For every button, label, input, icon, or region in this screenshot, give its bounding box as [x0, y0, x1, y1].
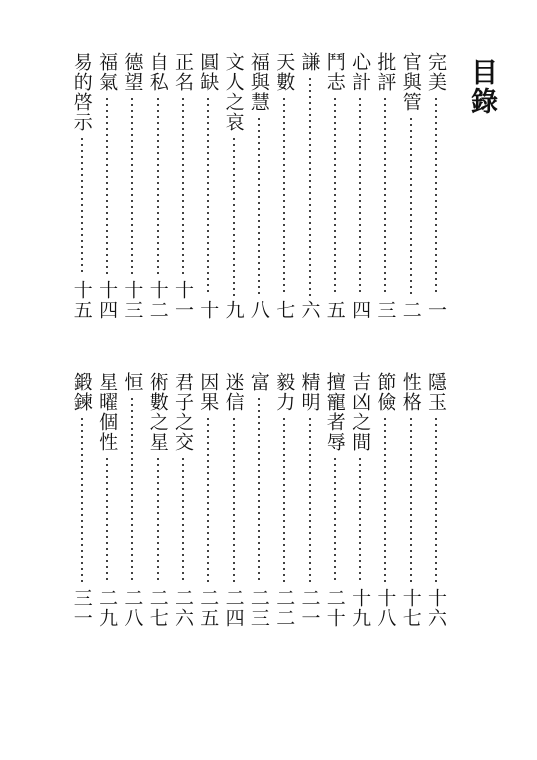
dot-leader: [182, 456, 184, 584]
toc-entry: [348, 372, 372, 628]
toc-entry-title: 易的啓示: [70, 52, 93, 132]
toc-entry-page-number: 十一: [172, 280, 194, 320]
toc-entry-page-number: 九: [222, 300, 245, 320]
toc-entry-page-number: 十四: [96, 280, 119, 320]
toc-entry: [399, 52, 423, 320]
toc-entry-title: 謙: [298, 52, 321, 72]
dot-leader: [283, 96, 285, 296]
dot-leader: [258, 116, 260, 296]
toc-entry-page-number: 三: [374, 300, 397, 320]
toc-entry: [424, 52, 448, 320]
toc-entry: [120, 52, 144, 320]
dot-leader: [283, 416, 285, 584]
toc-entry: [95, 372, 119, 628]
dot-leader: [207, 96, 209, 296]
dot-leader: [309, 76, 311, 296]
toc-entry-title: 恒: [121, 372, 144, 392]
toc-entry-title: 因果: [197, 372, 220, 412]
toc-entry-title: 節儉: [374, 372, 397, 412]
dot-leader: [410, 116, 412, 296]
toc-entry-title: 文人之哀: [222, 52, 245, 132]
dot-leader: [81, 416, 83, 584]
toc-entry-title: 擅寵者辱: [323, 372, 346, 452]
toc-entry-title: 圓缺: [197, 52, 220, 92]
toc-entry: [323, 372, 347, 628]
dot-leader: [131, 96, 133, 276]
dot-leader: [384, 96, 386, 296]
toc-entry: [373, 52, 397, 320]
toc-entry-page-number: 二七: [146, 588, 169, 628]
toc-entry: [272, 52, 296, 320]
toc-entry-title: 精明: [298, 372, 321, 412]
toc-entry: [95, 52, 119, 320]
page-title: 目錄: [466, 58, 497, 116]
dot-leader: [435, 96, 437, 296]
toc-entry: [120, 372, 144, 628]
toc-entry-title: 吉凶之間: [349, 372, 372, 452]
dot-leader: [258, 396, 260, 584]
toc-entry-page-number: 十六: [425, 588, 447, 628]
toc-entry-title: 性格: [399, 372, 422, 412]
toc-entry: [146, 52, 170, 320]
dot-leader: [359, 96, 361, 296]
toc-entry-page-number: 二十: [323, 588, 346, 628]
toc-entry-page-number: 十八: [374, 588, 397, 628]
toc-entry-page-number: 二九: [96, 588, 119, 628]
toc-entry-title: 福與慧: [247, 52, 270, 112]
toc-entry: [247, 372, 271, 628]
toc-entry-title: 隱玉: [425, 372, 447, 412]
toc-entry: [196, 52, 220, 320]
toc-entry-page-number: 十三: [121, 280, 144, 320]
toc-entry: [323, 52, 347, 320]
toc-entry-page-number: 六: [298, 300, 321, 320]
dot-leader: [359, 456, 361, 584]
toc-entry: [298, 52, 322, 320]
toc-entry-page-number: 四: [349, 300, 372, 320]
toc-entry: [348, 52, 372, 320]
toc-entry-title: 官與管: [399, 52, 422, 112]
toc-entry: [171, 52, 195, 320]
toc-entry: [70, 52, 94, 320]
toc-entry: [70, 372, 94, 628]
toc-entry-title: 毅力: [273, 372, 296, 412]
toc-entry-title: 批評: [374, 52, 397, 92]
toc-entry-title: 術數之星: [146, 372, 169, 452]
dot-leader: [334, 96, 336, 296]
toc-entry-page-number: 五: [323, 300, 346, 320]
toc-entry-page-number: 二三: [247, 588, 270, 628]
toc-entry-page-number: 二六: [172, 588, 194, 628]
toc-entry: [373, 372, 397, 628]
toc-entry-title: 星曜個性: [96, 372, 119, 452]
toc-entry-page-number: 二二: [273, 588, 296, 628]
toc-entry: [196, 372, 220, 628]
toc-entry-page-number: 三一: [70, 588, 93, 628]
toc-entry-page-number: 七: [273, 300, 296, 320]
toc-entry: [298, 372, 322, 628]
dot-leader: [182, 96, 184, 276]
toc-entry-title: 福氣: [96, 52, 119, 92]
toc-entry: [146, 372, 170, 628]
dot-leader: [106, 96, 108, 276]
toc-entry: [222, 372, 246, 628]
dot-leader: [207, 416, 209, 584]
dot-leader: [410, 416, 412, 584]
dot-leader: [131, 396, 133, 584]
toc-entry-title: 自私: [146, 52, 169, 92]
toc-entry-page-number: 二八: [121, 588, 144, 628]
toc-entry-title: 鬥志: [323, 52, 346, 92]
toc-entry-title: 完美: [425, 52, 447, 92]
toc-entry: [424, 372, 448, 628]
toc-entry-page-number: 二: [399, 300, 422, 320]
dot-leader: [309, 416, 311, 584]
dot-leader: [384, 416, 386, 584]
toc-entry-page-number: 二四: [222, 588, 245, 628]
dot-leader: [81, 136, 83, 276]
dot-leader: [334, 456, 336, 584]
toc-entry: [399, 372, 423, 628]
toc-entry-title: 天數: [273, 52, 296, 92]
toc-entry: [272, 372, 296, 628]
dot-leader: [157, 456, 159, 584]
toc-entry-page-number: 十二: [146, 280, 169, 320]
toc-entry: [171, 372, 195, 628]
dot-leader: [157, 96, 159, 276]
dot-leader: [435, 416, 437, 584]
toc-entry-title: 富: [247, 372, 270, 392]
toc-entry-page-number: 一: [425, 300, 447, 320]
toc-entry-page-number: 十七: [399, 588, 422, 628]
toc-entry-title: 君子之交: [172, 372, 194, 452]
toc-entry-title: 鍛鍊: [70, 372, 93, 412]
toc-entry-title: 正名: [172, 52, 194, 92]
toc-entry: [247, 52, 271, 320]
toc-entry-title: 心計: [349, 52, 372, 92]
toc-entry-title: 迷信: [222, 372, 245, 412]
dot-leader: [233, 136, 235, 296]
toc-entry-page-number: 八: [247, 300, 270, 320]
toc-entry: [222, 52, 246, 320]
toc-entry-title: 德望: [121, 52, 144, 92]
toc-entry-page-number: 十九: [349, 588, 372, 628]
toc-entry-page-number: 二一: [298, 588, 321, 628]
toc-entry-page-number: 十: [197, 300, 220, 320]
dot-leader: [233, 416, 235, 584]
toc-entry-page-number: 二五: [197, 588, 220, 628]
toc-entry-page-number: 十五: [70, 280, 93, 320]
dot-leader: [106, 456, 108, 584]
